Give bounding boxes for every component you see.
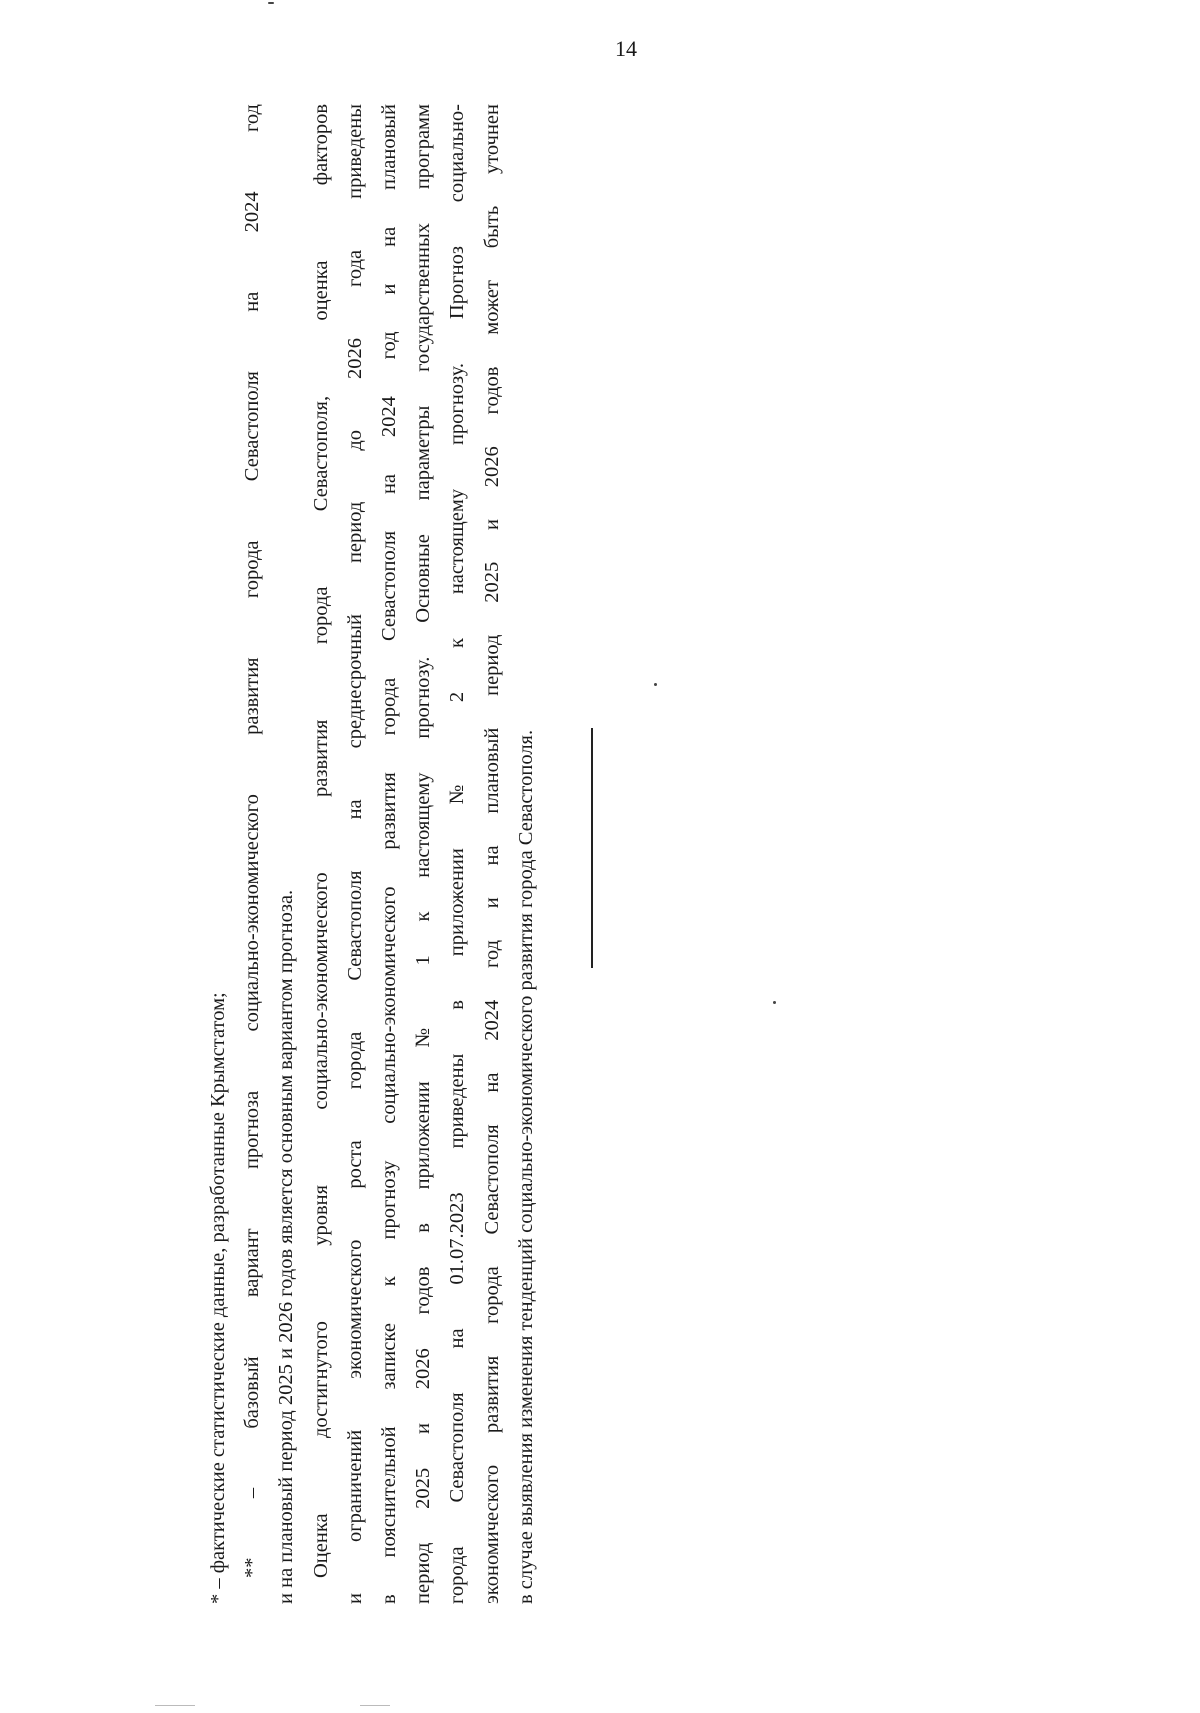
separator-line xyxy=(591,728,593,968)
scan-speck xyxy=(654,683,657,686)
paragraph-line-4: период 2025 и 2026 годов в приложении № 1 к настоящему прогнозу. Основные параметры государственных программ xyxy=(412,104,435,1604)
paragraph-line-3: в пояснительной записке к прогнозу социально-экономического развития города Севастополя на 2024 год и на плановый xyxy=(377,104,400,1604)
page-number: 14 xyxy=(615,36,637,61)
paragraph-line-2: и ограничений экономического роста города Севастополя на среднесрочный период до 2026 года приведены xyxy=(343,104,366,1604)
scan-speck xyxy=(155,1705,195,1706)
footnote-base-variant-line-1: ** – базовый вариант прогноза социально-экономического развития города Севастополя на 2024 год xyxy=(241,104,264,1578)
scan-speck xyxy=(773,1001,776,1004)
footnote-base-variant-line-2: и на плановый период 2025 и 2026 годов является основным вариантом прогноза. xyxy=(275,889,298,1604)
paragraph-line-5: города Севастополя на 01.07.2023 приведены в приложении № 2 к настоящему прогнозу. Прогноз социально- xyxy=(446,104,469,1604)
footnote-actual-data: * – фактические статистические данные, разработанные Крымстатом; xyxy=(207,992,229,1604)
scan-speck xyxy=(268,2,274,4)
scan-speck xyxy=(360,1705,390,1706)
paragraph-line-1: Оценка достигнутого уровня социально-экономического развития города Севастополя, оценка факторов xyxy=(309,104,332,1578)
rotated-text-block xyxy=(201,104,543,1604)
paragraph-line-6: экономического развития города Севастополя на 2024 год и на плановый период 2025 и 2026 годов может быть уточнен xyxy=(480,104,503,1604)
paragraph-line-7: в случае выявления изменения тенденций социально-экономического развития города Севастополя. xyxy=(514,729,537,1604)
